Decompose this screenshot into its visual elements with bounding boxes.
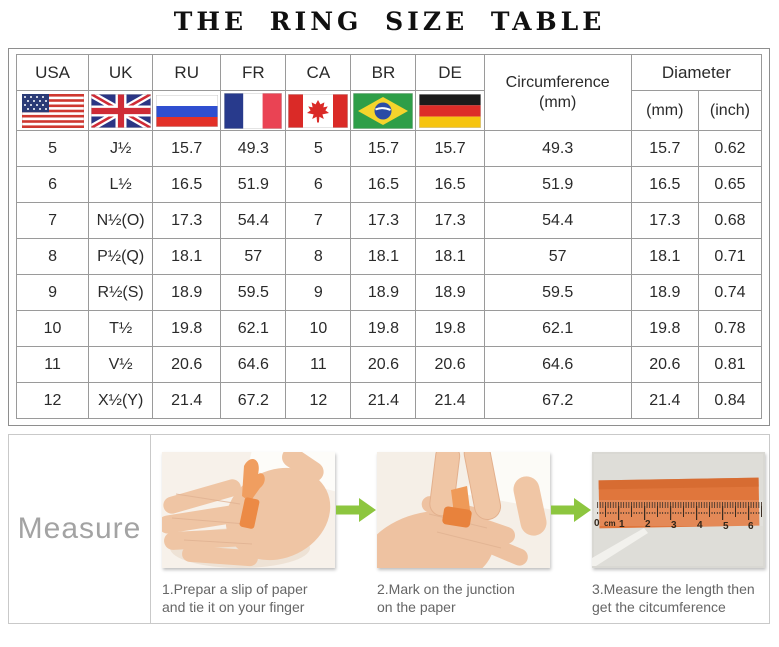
- diameter-mm-header: (mm): [631, 91, 698, 131]
- measure-step-1: [162, 452, 335, 617]
- table-cell: 49.3: [221, 131, 286, 167]
- table-cell: 18.1: [153, 239, 221, 275]
- table-cell: 10: [286, 311, 351, 347]
- table-cell: 20.6: [351, 347, 416, 383]
- step1-photo-hand-with-paper: [162, 452, 335, 568]
- col-header-ca: CA: [286, 55, 351, 91]
- col-header-br: BR: [351, 55, 416, 91]
- measure-section: [8, 434, 770, 624]
- table-cell: 18.1: [351, 239, 416, 275]
- table-cell: 5: [17, 131, 89, 167]
- arrow-right-icon: [336, 498, 376, 522]
- circumference-unit: (mm): [539, 93, 577, 111]
- table-row: [17, 203, 762, 239]
- table-cell: 0.84: [698, 383, 761, 419]
- table-cell: 16.5: [416, 167, 484, 203]
- step3-caption-line1: 3.Measure the length then: [592, 581, 755, 597]
- measure-step-3: [592, 452, 765, 617]
- table-row: [17, 167, 762, 203]
- measure-step-2: [377, 452, 550, 617]
- canada-flag-icon: [286, 91, 351, 131]
- table-cell: 51.9: [484, 167, 631, 203]
- usa-flag-icon: [17, 91, 89, 131]
- step2-caption-line1: 2.Mark on the junction: [377, 581, 515, 597]
- table-cell: 54.4: [484, 203, 631, 239]
- table-cell: 59.5: [484, 275, 631, 311]
- table-cell: 6: [17, 167, 89, 203]
- col-header-circumference: [484, 55, 631, 131]
- table-cell: 0.65: [698, 167, 761, 203]
- table-cell: 64.6: [221, 347, 286, 383]
- size-table-body: [17, 131, 762, 419]
- table-cell: 15.7: [416, 131, 484, 167]
- table-cell: 64.6: [484, 347, 631, 383]
- ring-size-table: [16, 54, 762, 419]
- table-cell: 59.5: [221, 275, 286, 311]
- table-cell: 19.8: [351, 311, 416, 347]
- table-cell: 21.4: [351, 383, 416, 419]
- step3-caption: [592, 581, 765, 617]
- step2-photo-marking-paper: [377, 452, 550, 568]
- table-cell: 0.71: [698, 239, 761, 275]
- table-cell: 57: [484, 239, 631, 275]
- table-cell: 9: [17, 275, 89, 311]
- col-header-de: DE: [416, 55, 484, 91]
- table-cell: 0.81: [698, 347, 761, 383]
- germany-flag-icon: [416, 91, 484, 131]
- table-cell: R½(S): [89, 275, 153, 311]
- table-row: [17, 239, 762, 275]
- step2-caption: [377, 581, 550, 617]
- table-cell: 19.8: [631, 311, 698, 347]
- table-cell: 18.1: [416, 239, 484, 275]
- table-cell: 49.3: [484, 131, 631, 167]
- col-header-ru: RU: [153, 55, 221, 91]
- table-cell: L½: [89, 167, 153, 203]
- table-cell: 5: [286, 131, 351, 167]
- col-header-usa: USA: [17, 55, 89, 91]
- table-cell: N½(O): [89, 203, 153, 239]
- table-cell: 17.3: [631, 203, 698, 239]
- table-cell: 10: [17, 311, 89, 347]
- table-cell: J½: [89, 131, 153, 167]
- table-cell: 62.1: [484, 311, 631, 347]
- step3-photo-ruler: [592, 452, 765, 568]
- page-title: THE RING SIZE TABLE: [173, 7, 606, 36]
- table-cell: 16.5: [153, 167, 221, 203]
- table-cell: 8: [17, 239, 89, 275]
- table-cell: 21.4: [416, 383, 484, 419]
- table-cell: 67.2: [484, 383, 631, 419]
- table-cell: 12: [17, 383, 89, 419]
- ruler-number: 1: [619, 519, 625, 530]
- table-cell: T½: [89, 311, 153, 347]
- table-cell: 57: [221, 239, 286, 275]
- table-cell: 15.7: [631, 131, 698, 167]
- table-cell: 15.7: [351, 131, 416, 167]
- step3-caption-line2: get the citcumference: [592, 598, 726, 615]
- table-cell: 0.74: [698, 275, 761, 311]
- table-cell: 19.8: [153, 311, 221, 347]
- table-cell: 54.4: [221, 203, 286, 239]
- diameter-inch-header: (inch): [698, 91, 761, 131]
- russia-flag-icon: [153, 91, 221, 131]
- table-row: [17, 131, 762, 167]
- table-cell: 18.9: [351, 275, 416, 311]
- ruler-number: 2: [645, 519, 651, 530]
- table-cell: 20.6: [153, 347, 221, 383]
- table-cell: 15.7: [153, 131, 221, 167]
- ruler-unit: cm: [604, 519, 616, 528]
- table-cell: 0.68: [698, 203, 761, 239]
- ruler-number: 0: [594, 518, 600, 529]
- ruler-number: 4: [697, 520, 703, 531]
- table-cell: 0.62: [698, 131, 761, 167]
- table-cell: 19.8: [416, 311, 484, 347]
- col-header-diameter: Diameter: [631, 55, 761, 91]
- table-cell: 0.78: [698, 311, 761, 347]
- table-row: [17, 347, 762, 383]
- flag-row: [17, 91, 762, 131]
- table-cell: 51.9: [221, 167, 286, 203]
- table-cell: 7: [286, 203, 351, 239]
- ruler-number: 6: [748, 521, 754, 532]
- table-cell: P½(Q): [89, 239, 153, 275]
- table-cell: 8: [286, 239, 351, 275]
- col-header-fr: FR: [221, 55, 286, 91]
- ring-size-table-frame: [8, 48, 770, 426]
- arrow-right-icon: [551, 498, 591, 522]
- ruler-number: 5: [723, 521, 729, 532]
- table-row: [17, 311, 762, 347]
- table-cell: 21.4: [153, 383, 221, 419]
- table-cell: 17.3: [416, 203, 484, 239]
- brazil-flag-icon: [351, 91, 416, 131]
- col-header-uk: UK: [89, 55, 153, 91]
- table-cell: 11: [286, 347, 351, 383]
- table-cell: 17.3: [153, 203, 221, 239]
- circumference-label: Circumference: [505, 73, 610, 91]
- table-row: [17, 275, 762, 311]
- table-cell: 7: [17, 203, 89, 239]
- table-cell: 18.1: [631, 239, 698, 275]
- table-cell: 21.4: [631, 383, 698, 419]
- step1-caption-line1: 1.Prepar a slip of paper: [162, 581, 308, 597]
- table-cell: 62.1: [221, 311, 286, 347]
- table-cell: 12: [286, 383, 351, 419]
- table-cell: 6: [286, 167, 351, 203]
- table-cell: 11: [17, 347, 89, 383]
- france-flag-icon: [221, 91, 286, 131]
- uk-flag-icon: [89, 91, 153, 131]
- table-cell: 18.9: [631, 275, 698, 311]
- step2-caption-line2: on the paper: [377, 598, 456, 615]
- table-cell: 67.2: [221, 383, 286, 419]
- table-cell: 18.9: [416, 275, 484, 311]
- table-row: [17, 383, 762, 419]
- step1-caption: [162, 581, 335, 617]
- measure-label: Measure: [17, 512, 142, 545]
- table-cell: 16.5: [351, 167, 416, 203]
- table-cell: 18.9: [153, 275, 221, 311]
- table-cell: 16.5: [631, 167, 698, 203]
- measure-header-cell: [9, 435, 151, 623]
- table-cell: V½: [89, 347, 153, 383]
- ruler-number: 3: [671, 520, 677, 531]
- table-header-row: [17, 55, 762, 91]
- table-cell: 20.6: [416, 347, 484, 383]
- step1-caption-line2: and tie it on your finger: [162, 598, 305, 615]
- table-cell: 17.3: [351, 203, 416, 239]
- table-cell: 20.6: [631, 347, 698, 383]
- table-cell: 9: [286, 275, 351, 311]
- table-cell: X½(Y): [89, 383, 153, 419]
- measure-steps: [151, 435, 769, 623]
